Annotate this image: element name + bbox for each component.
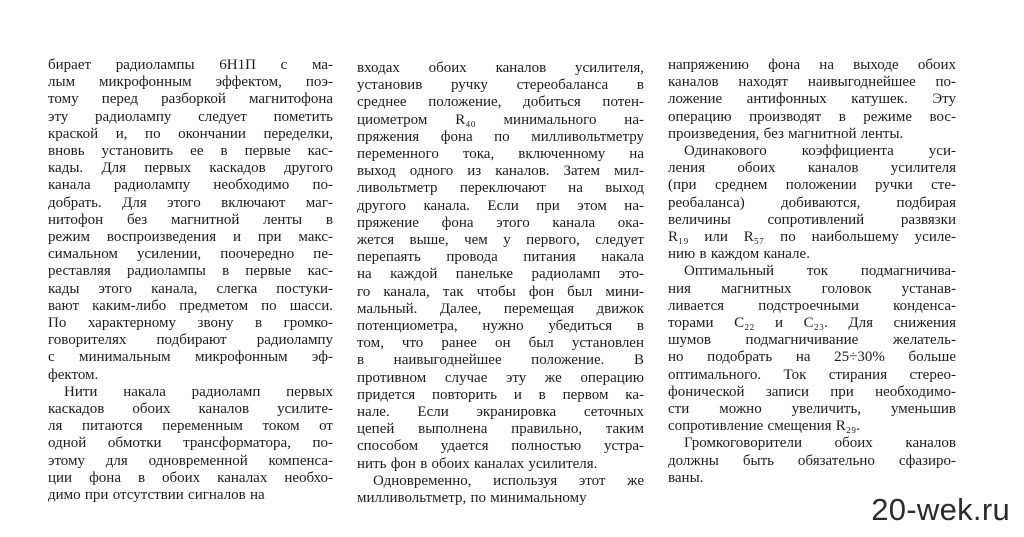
text-line: По характерному звону в громко- [48,315,333,332]
text-line: ливольтметр переключают на выход [357,180,644,197]
text-line: фектом. [48,366,99,383]
text-line: придется повторить и в первом ка- [357,386,644,403]
text-line: Одинакового коэффициента уси- [684,143,956,160]
text-line: пряжение фона этого канала ока- [357,214,644,231]
text-line: установив ручку стереобаланса в [357,77,644,94]
text-line: но подобрать на 25÷30% больше [668,349,956,366]
text-line: вновь установить ее в первые кас- [48,143,333,160]
text-line: кады этого канала, слегка постуки- [48,280,333,297]
text-line: шумов подмагничивание желатель- [668,332,956,349]
text-line: сти можно увеличить, уменьшив [668,401,956,418]
text-column-3 [668,57,956,487]
text-column-2 [357,60,644,507]
text-line: кады. Для первых каскадов другого [48,160,333,177]
text-line: говорителях подбирают радиолампу [48,332,333,349]
text-column-1 [48,57,333,504]
text-line: милливольтметр, по минимальному [357,490,587,507]
text-line: ля питаются переменным током от [48,418,333,435]
text-line: сопротивление смещения R₂₉. [668,418,860,435]
text-line: оптимального. Ток стирания стерео- [668,366,956,383]
text-line: произведения, без магнитной ленты. [668,125,904,142]
text-line: величины сопротивлений развязки [668,211,956,228]
text-line: ления обоих каналов усилителя [668,160,956,177]
text-line: ложение антифонных катушек. Эту [668,91,956,108]
text-line: реставляя радиолампы в первые кас- [48,263,333,280]
text-line: цепей выполнена правильно, таким [357,421,644,438]
text-line: выход одного из каналов. Затем мил- [357,163,644,180]
paragraph [668,263,956,435]
text-line: противном случае эту же операцию [357,369,644,386]
text-line: Нити накала радиоламп первых [64,383,333,400]
text-line: эту радиолампу следует пометить [48,108,333,125]
text-line: на каждой панельке радиоламп это- [357,266,644,283]
text-line: симальном усилении, поочередно пе- [48,246,333,263]
text-line: ваны. [668,469,704,486]
paragraph [668,143,956,263]
text-line: бирает радиолампы 6Н1П с ма- [48,57,333,73]
text-line: этому для одновременной компенса- [48,452,333,469]
text-line: R₁₉ или R₅₇ по наибольшему усиле- [668,229,956,246]
text-line: мальный. Далее, перемещая движок [357,300,644,317]
text-line: фонической записи при необходимо- [668,383,956,400]
text-line: нитофон без магнитной ленты в [48,211,333,228]
paragraph [357,60,644,473]
text-line: жется выше, чем у первого, следует [357,232,644,249]
text-line: ния магнитных головок устанав- [668,280,956,297]
watermark: 20-wek.ru [871,492,1010,527]
text-line: режим воспроизведения и при макс- [48,229,333,246]
paragraph [48,57,333,384]
paragraph [48,384,333,504]
text-line: другого канала. Если при этом на- [357,197,644,214]
text-line: Оптимальный ток подмагничива- [684,263,956,280]
text-line: лым микрофонным эффектом, поэ- [48,74,333,91]
text-line: тому перед разборкой магнитофона [48,91,333,108]
text-line: способом удается полностью устра- [357,438,644,455]
text-line: перепаять провода питания накала [357,249,644,266]
text-line: димо при отсутствии сигналов на [48,487,265,504]
text-line: в наивыгоднейшее положение. В [357,352,644,369]
text-line: одной обмотки трансформатора, по- [48,435,333,452]
text-line: должны быть обязательно сфазиро- [668,452,956,469]
text-line: напряжению фона на выходе обоих [668,57,956,73]
text-line: нале. Если экранировка сеточных [357,404,644,421]
text-line: (при среднем положении ручки сте- [668,177,956,194]
text-line: торами C₂₂ и C₂₃. Для снижения [668,315,956,332]
text-line: реобаланса) добиваются, подбирая [668,194,956,211]
text-line: каскадов обоих каналов усилите- [48,401,333,418]
text-line: нить фон в обоих каналах усилителя. [357,455,598,472]
text-line: го канала, так чтобы фон был мини- [357,283,644,300]
text-line: канала радиолампу необходимо по- [48,177,333,194]
text-line: с минимальным микрофонным эф- [48,349,333,366]
text-line: вают каким-либо предметом по шасси. [48,297,333,314]
text-line: циометром R₄₀ минимального на- [357,111,644,128]
text-line: входах обоих каналов усилителя, [357,60,644,76]
text-line: Громкоговорители обоих каналов [684,435,956,452]
text-line: переменного тока, включенному на [357,146,644,163]
text-line: нию в каждом канале. [668,246,810,263]
text-line: добрать. Для этого включают маг- [48,194,333,211]
text-line: краской и, по окончании переделки, [48,125,333,142]
text-line: пряжения фона по милливольтметру [357,128,644,145]
text-line: среднее положение, добиться потен- [357,94,644,111]
text-line: Одновременно, используя этот же [373,472,644,489]
text-line: каналов находят наивыгоднейшее по- [668,74,956,91]
text-line: ции фона в обоих каналах необхо- [48,469,333,486]
paragraph [668,435,956,487]
text-line: операцию производят в режиме вос- [668,108,956,125]
text-line: том, что ранее он был установлен [357,335,644,352]
paragraph [357,473,644,507]
text-line: потенциометра, нужно убедиться в [357,318,644,335]
text-line: ливается подстроечными конденса- [668,297,956,314]
paragraph [668,57,956,143]
